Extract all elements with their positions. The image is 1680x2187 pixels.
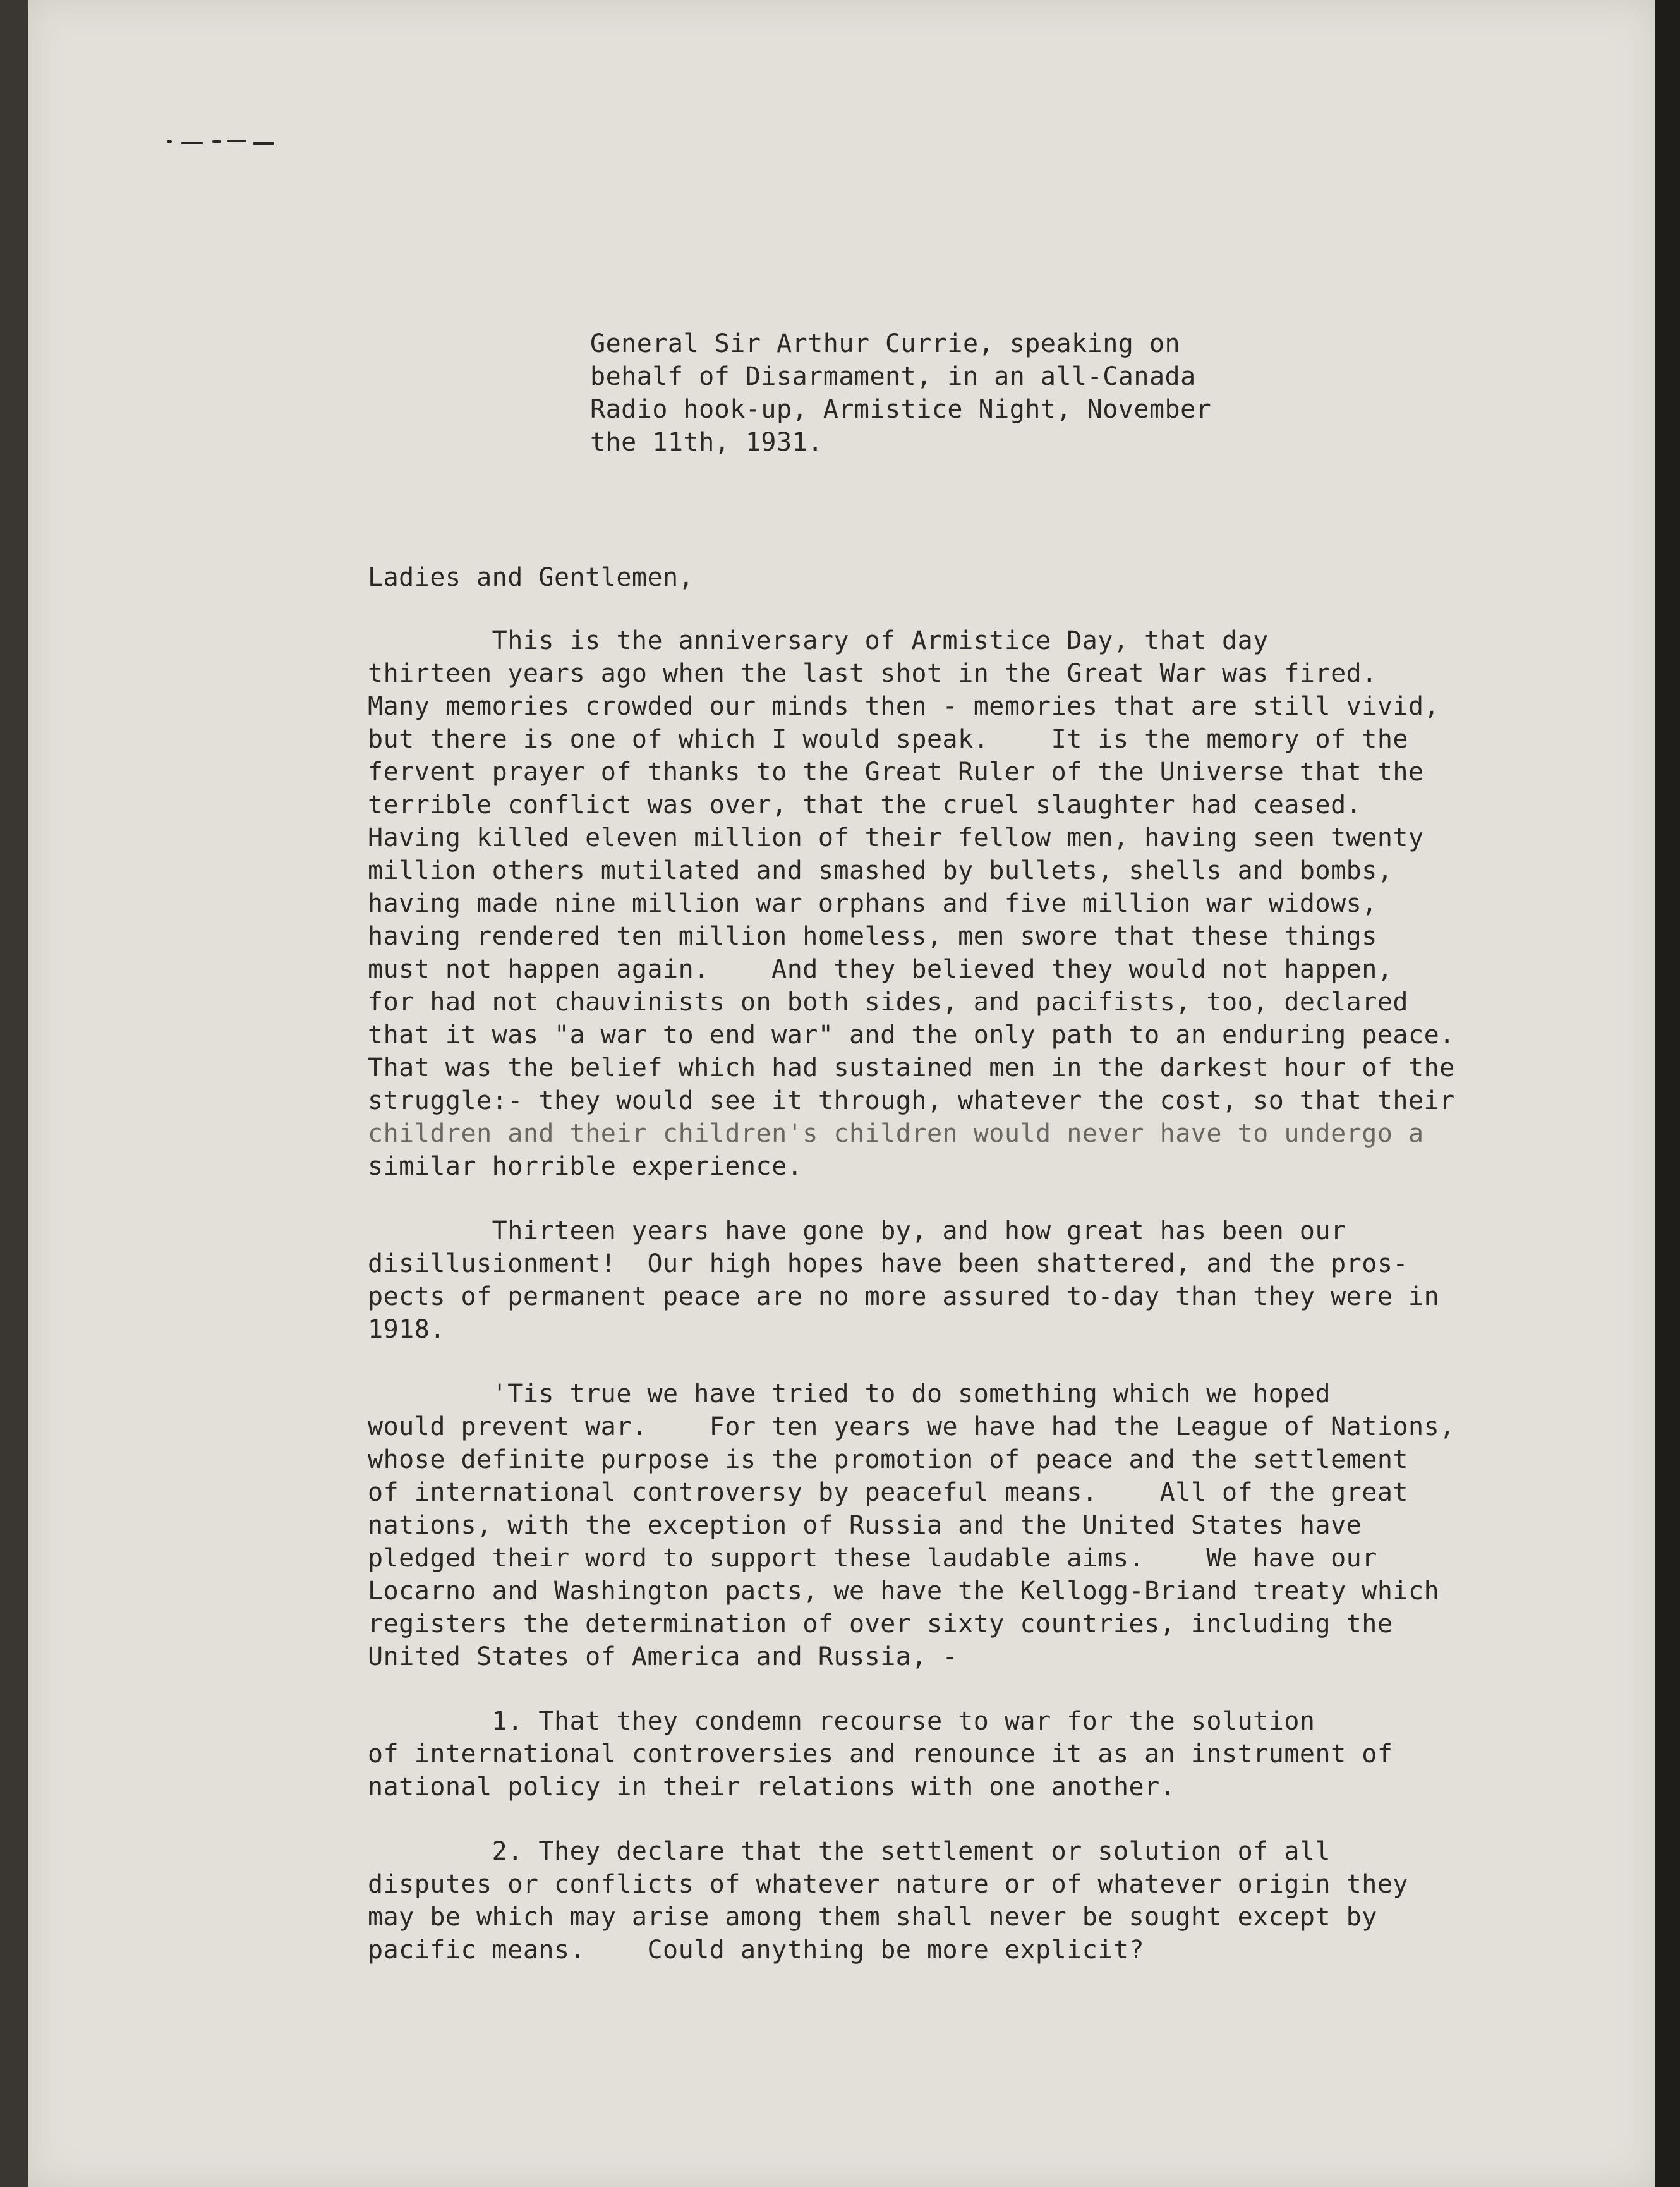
text-line: Thirteen years have gone by, and how great has been our [368, 1216, 1346, 1245]
speech-body [368, 624, 1549, 1998]
text-line: would prevent war. For ten years we have had the League of Nations, [368, 1412, 1455, 1441]
text-line: nations, with the exception of Russia and the United States have [368, 1511, 1362, 1540]
text-line: 'Tis true we have tried to do something which we hoped [368, 1379, 1331, 1409]
text-line: pacific means. Could anything be more explicit? [368, 1936, 1145, 1965]
text-line: children and their children's children would never have to undergo a [368, 1119, 1424, 1148]
text-line: national policy in their relations with one another. [368, 1772, 1176, 1802]
text-line: 1918. [368, 1315, 445, 1344]
text-line: pledged their word to support these laudable aims. We have our [368, 1544, 1377, 1573]
text-line: This is the anniversary of Armistice Day, that day [368, 626, 1269, 655]
text-line: disillusionment! Our high hopes have been shattered, and the pros- [368, 1249, 1408, 1278]
text-line: similar horrible experience. [368, 1152, 803, 1181]
text-line: for had not chauvinists on both sides, and pacifists, too, declared [368, 988, 1408, 1017]
text-line: having made nine million war orphans and five million war widows, [368, 889, 1377, 918]
text-line: must not happen again. And they believed they would not happen, [368, 955, 1393, 984]
text-line: United States of America and Russia, - [368, 1642, 958, 1671]
salutation: Ladies and Gentlemen, [368, 563, 694, 592]
text-line: Locarno and Washington pacts, we have the Kellogg-Briand treaty which [368, 1577, 1440, 1606]
text-line: disputes or conflicts of whatever nature or of whatever origin they [368, 1870, 1408, 1899]
paragraph-treaty-point-1 [368, 1705, 1549, 1803]
text-line: struggle:- they would see it through, whatever the cost, so that their [368, 1086, 1455, 1115]
text-line: of international controversy by peaceful means. All of the great [368, 1478, 1408, 1507]
text-line: thirteen years ago when the last shot in the Great War was fired. [368, 659, 1377, 688]
text-line: may be which may arise among them shall never be sought except by [368, 1903, 1377, 1932]
pencil-mark [167, 138, 274, 145]
text-line: 1. That they condemn recourse to war for the solution [368, 1707, 1315, 1736]
speech-heading [590, 327, 1285, 459]
text-line: fervent prayer of thanks to the Great Ruler of the Universe that the [368, 758, 1424, 787]
paragraph-league-of-nations [368, 1378, 1549, 1673]
heading-line: the 11th, 1931. [590, 428, 823, 457]
text-line: terrible conflict was over, that the cruel slaughter had ceased. [368, 791, 1362, 820]
text-line: million others mutilated and smashed by bullets, shells and bombs, [368, 856, 1393, 885]
heading-line: Radio hook-up, Armistice Night, November [590, 395, 1212, 424]
text-line: but there is one of which I would speak. It is the memory of the [368, 725, 1408, 754]
text-line: 2. They declare that the settlement or solution of all [368, 1837, 1331, 1866]
text-line: that it was "a war to end war" and the only path to an enduring peace. [368, 1021, 1455, 1050]
paragraph-armistice [368, 624, 1549, 1183]
text-line: registers the determination of over sixty countries, including the [368, 1609, 1393, 1639]
text-line: That was the belief which had sustained men in the darkest hour of the [368, 1053, 1455, 1082]
heading-line: behalf of Disarmament, in an all-Canada [590, 362, 1196, 391]
text-line: pects of permanent peace are no more assured to-day than they were in [368, 1282, 1440, 1311]
text-line: Having killed eleven million of their fellow men, having seen twenty [368, 823, 1424, 852]
paragraph-disillusionment [368, 1215, 1549, 1346]
text-line: having rendered ten million homeless, men swore that these things [368, 922, 1377, 951]
paragraph-treaty-point-2 [368, 1835, 1549, 1966]
text-line: whose definite purpose is the promotion of peace and the settlement [368, 1445, 1408, 1474]
heading-line: General Sir Arthur Currie, speaking on [590, 329, 1181, 358]
text-line: of international controversies and renounce it as an instrument of [368, 1740, 1393, 1769]
typewritten-page [28, 0, 1655, 2187]
text-line: Many memories crowded our minds then - memories that are still vivid, [368, 692, 1440, 721]
scan-edge [1655, 0, 1680, 2187]
